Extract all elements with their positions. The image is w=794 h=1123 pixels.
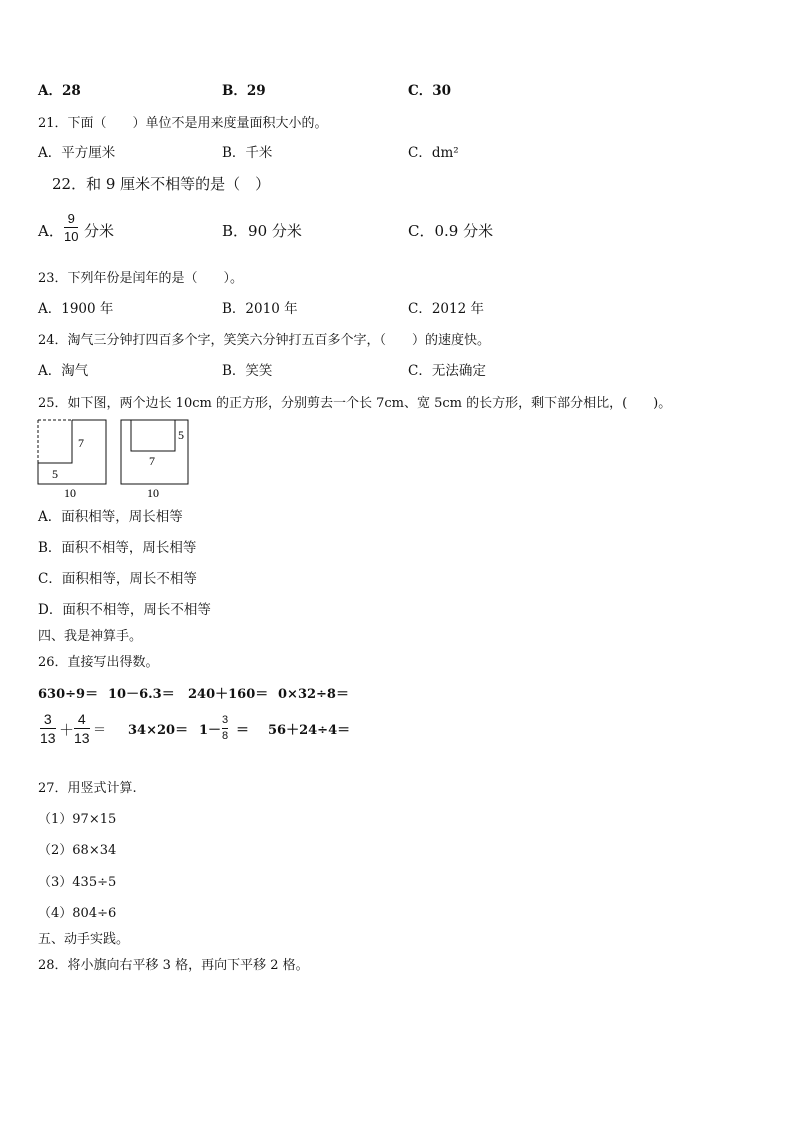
q21-option-c: C．dm²: [408, 145, 459, 161]
fraction-denominator: 10: [64, 229, 79, 244]
q20-option-a: A．28: [38, 83, 81, 99]
q24-option-c: C．无法确定: [408, 363, 486, 379]
q26-item-6: 34×20＝: [128, 723, 189, 738]
q26-item-2: 10－6.3＝: [108, 687, 175, 702]
q22-option-a-prefix: A．: [38, 222, 64, 240]
fraction-numerator: 4: [77, 711, 86, 727]
fraction-numerator: 9: [67, 211, 75, 226]
q26-plus: ＋: [59, 721, 75, 739]
q27-item-1: （1）97×15: [38, 812, 117, 827]
q27-stem: 27．用竖式计算.: [38, 781, 137, 796]
q26-fraction-eq: ＝: [93, 723, 107, 738]
q23-option-a: A．1900 年: [38, 301, 114, 317]
q25-figure-1: [38, 420, 106, 500]
q23-stem: 23．下列年份是闰年的是（ ）。: [38, 271, 244, 286]
q24-option-b: B．笑笑: [222, 363, 273, 379]
q25-option-a: A．面积相等，周长相等: [38, 509, 183, 525]
q25-option-d: D．面积不相等，周长不相等: [38, 602, 211, 618]
q22-option-a-fraction: [64, 212, 78, 243]
q22-option-a-unit: 分米: [84, 222, 115, 240]
fig2-label-5: 5: [178, 428, 184, 442]
fig2-label-7: 7: [149, 454, 155, 468]
q26-fraction-3: [222, 715, 228, 742]
q25-figure-2: [121, 420, 188, 500]
q24-option-a: A．淘气: [38, 363, 89, 379]
q20-option-b: B．29: [222, 83, 266, 99]
q25-figures: [30, 415, 210, 505]
fraction-bar: [222, 728, 228, 729]
fraction-denominator: 13: [74, 730, 90, 746]
q26-item-7-prefix: 1－: [199, 723, 222, 738]
q26-fraction-2: [74, 712, 90, 745]
q26-item-8: 56＋24÷4＝: [268, 723, 351, 738]
q28-stem: 28．将小旗向右平移 3 格，再向下平移 2 格。: [38, 958, 309, 973]
fraction-numerator: 3: [43, 711, 52, 727]
q26-item-1: 630÷9＝: [38, 687, 99, 702]
q21-option-a: A．平方厘米: [38, 145, 116, 161]
q27-item-4: （4）804÷6: [38, 906, 117, 921]
q26-stem: 26．直接写出得数。: [38, 655, 159, 670]
q27-item-3: （3）435÷5: [38, 875, 117, 890]
fraction-numerator: 3: [222, 714, 229, 726]
q25-option-b: B．面积不相等，周长相等: [38, 540, 197, 556]
q26-fraction-1: [40, 712, 56, 745]
fraction-denominator: 8: [222, 730, 229, 742]
section-4-heading: 四、我是神算手。: [38, 629, 143, 644]
q24-stem: 24．淘气三分钟打四百多个字，笑笑六分钟打五百多个字，（ ）的速度快。: [38, 333, 491, 348]
q22-option-b: B．90 分米: [222, 222, 302, 240]
fraction-bar: [74, 728, 90, 729]
q20-option-c: C．30: [408, 83, 452, 99]
q21-option-b: B．千米: [222, 145, 273, 161]
fig1-label-5: 5: [52, 467, 58, 481]
section-5-heading: 五、动手实践。: [38, 932, 130, 947]
q26-item-7-eq: ＝: [236, 723, 250, 738]
q26-item-3: 240＋160＝: [188, 687, 269, 702]
q27-item-2: （2）68×34: [38, 843, 117, 858]
q23-option-c: C．2012 年: [408, 301, 484, 317]
q22-option-c: C．0.9 分米: [408, 222, 494, 240]
q22-stem: 22．和 9 厘米不相等的是（ ）: [52, 175, 271, 193]
q25-option-c: C．面积相等，周长不相等: [38, 571, 197, 587]
fig1-label-7: 7: [78, 436, 84, 450]
q21-stem: 21．下面（ ）单位不是用来度量面积大小的。: [38, 116, 328, 131]
fig2-label-10: 10: [147, 486, 159, 500]
fraction-bar: [64, 227, 78, 228]
q26-item-4: 0×32÷8＝: [278, 687, 349, 702]
q23-option-b: B．2010 年: [222, 301, 298, 317]
fraction-denominator: 13: [40, 730, 56, 746]
q25-stem: 25．如下图，两个边长 10cm 的正方形，分别剪去一个长 7cm、宽 5cm 的长方形，剩下部分相比，( )。: [38, 396, 672, 411]
fig1-label-10: 10: [64, 486, 76, 500]
fraction-bar: [40, 728, 56, 729]
